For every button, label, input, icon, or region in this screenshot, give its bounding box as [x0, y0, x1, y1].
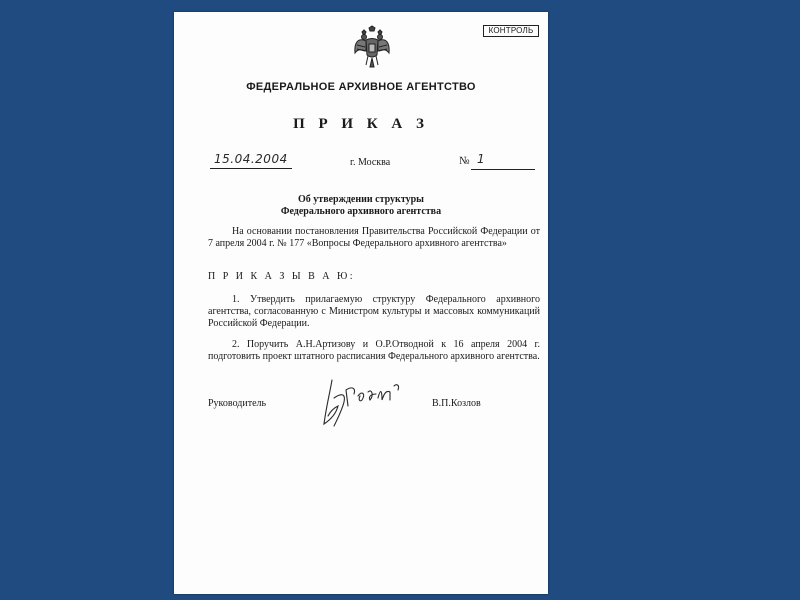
city-label: г. Москва [350, 157, 391, 168]
preamble-paragraph: На основании постановления Правительства Российской Федерации от 7 апреля 2004 г. № 177 «Вопросы Федерального архивного агентства» [208, 226, 540, 249]
order-item-2: 2. Поручить А.Н.Артизову и О.Р.Отводной к 16 апреля 2004 г. подготовить проект штатного расписания Федерального архивного агентства. [208, 339, 540, 362]
agency-name: ФЕДЕРАЛЬНОЕ АРХИВНОЕ АГЕНТСТВО [246, 81, 476, 93]
number-label: № [459, 155, 470, 167]
document-page [174, 12, 548, 594]
signer-name: В.П.Козлов [432, 398, 481, 409]
control-stamp: КОНТРОЛЬ [483, 25, 539, 37]
signer-role: Руководитель [208, 398, 267, 409]
document-title: П Р И К А З [293, 116, 429, 132]
subject-line-2: Федерального архивного агентства [280, 206, 442, 217]
order-item-1: 1. Утвердить прилагаемую структуру Федерального архивного агентства, согласованную с Министром культуры и массовых коммуникаций Российской Федерации. [208, 294, 540, 329]
document-date: 15.04.2004 [214, 152, 288, 166]
document-subject [174, 194, 548, 218]
double-headed-eagle-emblem-icon [352, 25, 392, 69]
document-number: 1 [477, 152, 485, 166]
subject-line-1: Об утверждении структуры [298, 194, 424, 205]
handwritten-signature [320, 372, 410, 432]
orders-heading: П Р И К А З Ы В А Ю: [208, 271, 356, 282]
